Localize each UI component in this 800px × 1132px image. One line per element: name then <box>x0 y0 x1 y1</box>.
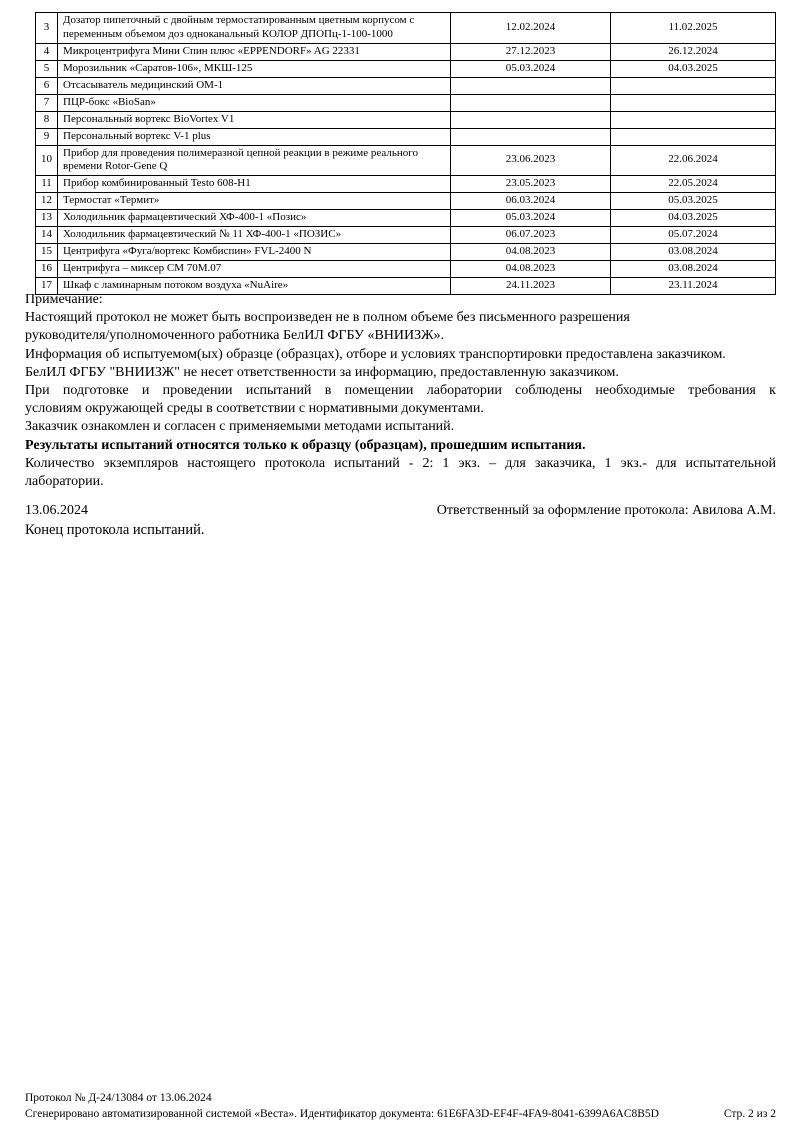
equipment-name-cell: Морозильник «Саратов-106», МКШ-125 <box>58 60 451 77</box>
equipment-name-cell: Холодильник фармацевтический ХФ-400-1 «Позис» <box>58 210 451 227</box>
responsible-label: Ответственный за оформление протокола: Авилова А.М. <box>436 503 776 518</box>
verification-date-cell: 23.06.2023 <box>451 145 611 176</box>
table-row <box>36 13 776 44</box>
next-verification-date-cell <box>611 94 776 111</box>
page-number: Стр. 2 из 2 <box>723 1108 776 1120</box>
next-verification-date-cell: 03.08.2024 <box>611 261 776 278</box>
equipment-name-cell: Дозатор пипеточный с двойным термостатированным цветным корпусом с переменным объемом доз одноканальный КОЛОР ДПОПц-1-100-1000 <box>58 13 451 44</box>
equipment-name-cell: Микроцентрифуга Мини Спин плюс «EPPENDORF» AG 22331 <box>58 43 451 60</box>
note-line: Результаты испытаний относятся только к образцу (образцам), прошедшим испытания. <box>25 437 586 453</box>
verification-date-cell: 23.05.2023 <box>451 176 611 193</box>
equipment-table <box>35 12 776 295</box>
verification-date-cell <box>451 77 611 94</box>
table-row <box>36 227 776 244</box>
verification-date-cell: 06.03.2024 <box>451 193 611 210</box>
next-verification-date-cell: 05.07.2024 <box>611 227 776 244</box>
verification-date-cell: 27.12.2023 <box>451 43 611 60</box>
next-verification-date-cell: 22.05.2024 <box>611 176 776 193</box>
note-line: Количество экземпляров настоящего протокола испытаний - 2: 1 экз. – для заказчика, 1 экз.- для испытательной <box>25 455 776 471</box>
row-number-cell: 15 <box>36 244 58 261</box>
table-row <box>36 261 776 278</box>
equipment-name-cell: Прибор комбинированный Testo 608-H1 <box>58 176 451 193</box>
note-line: руководителя/уполномоченного работника БелИЛ ФГБУ «ВНИИЗЖ». <box>25 328 444 344</box>
table-row <box>36 94 776 111</box>
next-verification-date-cell <box>611 111 776 128</box>
row-number-cell: 6 <box>36 77 58 94</box>
table-row <box>36 244 776 261</box>
protocol-number-line: Протокол № Д-24/13084 от 13.06.2024 <box>25 1092 212 1104</box>
note-line: лаборатории. <box>25 474 104 490</box>
equipment-table-body <box>36 13 776 295</box>
next-verification-date-cell: 26.12.2024 <box>611 43 776 60</box>
equipment-name-cell: Отсасыватель медицинский ОМ-1 <box>58 77 451 94</box>
verification-date-cell <box>451 111 611 128</box>
note-line: условиям окружающей среды в соответствии с нормативными документами. <box>25 401 484 417</box>
notes-block <box>25 291 776 491</box>
next-verification-date-cell: 23.11.2024 <box>611 278 776 295</box>
next-verification-date-cell: 04.03.2025 <box>611 210 776 227</box>
note-line: Настоящий протокол не может быть воспроизведен не в полном объеме без письменного разрешения <box>25 310 630 326</box>
row-number-cell: 8 <box>36 111 58 128</box>
table-row <box>36 77 776 94</box>
verification-date-cell: 04.08.2023 <box>451 261 611 278</box>
row-number-cell: 4 <box>36 43 58 60</box>
row-number-cell: 14 <box>36 227 58 244</box>
equipment-name-cell: Шкаф с ламинарным потоком воздуха «NuAire» <box>58 278 451 295</box>
row-number-cell: 17 <box>36 278 58 295</box>
table-row <box>36 60 776 77</box>
row-number-cell: 13 <box>36 210 58 227</box>
table-row <box>36 176 776 193</box>
table-row <box>36 43 776 60</box>
table-row <box>36 210 776 227</box>
note-line: Заказчик ознакомлен и согласен с применяемыми методами испытаний. <box>25 419 455 435</box>
verification-date-cell: 05.03.2024 <box>451 60 611 77</box>
next-verification-date-cell: 03.08.2024 <box>611 244 776 261</box>
table-row <box>36 128 776 145</box>
row-number-cell: 5 <box>36 60 58 77</box>
table-row <box>36 145 776 176</box>
next-verification-date-cell: 22.06.2024 <box>611 145 776 176</box>
equipment-name-cell: Прибор для проведения полимеразной цепной реакции в режиме реального времени Rotor-Gene Q <box>58 145 451 176</box>
row-number-cell: 3 <box>36 13 58 44</box>
table-row <box>36 111 776 128</box>
end-of-protocol-line: Конец протокола испытаний. <box>25 522 205 538</box>
note-line: Примечание: <box>25 292 103 307</box>
generated-line: Сгенерировано автоматизированной системой «Веста». Идентификатор документа: 61E6FA3D-EF4F-4FA9-8041-6399A6AC8B5D <box>25 1108 659 1120</box>
table-row <box>36 193 776 210</box>
equipment-name-cell: Холодильник фармацевтический № 11 ХФ-400-1 «ПОЗИС» <box>58 227 451 244</box>
signature-row <box>25 502 776 520</box>
note-line: При подготовке и проведении испытаний в помещении лаборатории соблюдены необходимые требования к <box>25 383 776 399</box>
equipment-name-cell: Центрифуга – миксер СМ 70М.07 <box>58 261 451 278</box>
next-verification-date-cell <box>611 128 776 145</box>
equipment-name-cell: Центрифуга «Фуга/вортекс Комбиспин» FVL-2400 N <box>58 244 451 261</box>
next-verification-date-cell: 04.03.2025 <box>611 60 776 77</box>
verification-date-cell: 05.03.2024 <box>451 210 611 227</box>
row-number-cell: 9 <box>36 128 58 145</box>
equipment-name-cell: Персональный вортекс V-1 plus <box>58 128 451 145</box>
next-verification-date-cell: 05.03.2025 <box>611 193 776 210</box>
row-number-cell: 12 <box>36 193 58 210</box>
next-verification-date-cell: 11.02.2025 <box>611 13 776 44</box>
row-number-cell: 16 <box>36 261 58 278</box>
verification-date-cell: 24.11.2023 <box>451 278 611 295</box>
equipment-name-cell: Термостат «Термит» <box>58 193 451 210</box>
verification-date-cell: 04.08.2023 <box>451 244 611 261</box>
note-line: БелИЛ ФГБУ "ВНИИЗЖ" не несет ответственности за информацию, предоставленную заказчиком. <box>25 364 619 380</box>
signature-date: 13.06.2024 <box>25 503 88 518</box>
row-number-cell: 11 <box>36 176 58 193</box>
equipment-name-cell: ПЦР-бокс «BioSan» <box>58 94 451 111</box>
verification-date-cell <box>451 128 611 145</box>
equipment-name-cell: Персональный вортекс BioVortex V1 <box>58 111 451 128</box>
row-number-cell: 7 <box>36 94 58 111</box>
next-verification-date-cell <box>611 77 776 94</box>
note-line: Информация об испытуемом(ых) образце (образцах), отборе и условиях транспортировки предоставлена заказчиком. <box>25 346 726 362</box>
verification-date-cell <box>451 94 611 111</box>
verification-date-cell: 06.07.2023 <box>451 227 611 244</box>
footer <box>25 1107 776 1121</box>
verification-date-cell: 12.02.2024 <box>451 13 611 44</box>
row-number-cell: 10 <box>36 145 58 176</box>
